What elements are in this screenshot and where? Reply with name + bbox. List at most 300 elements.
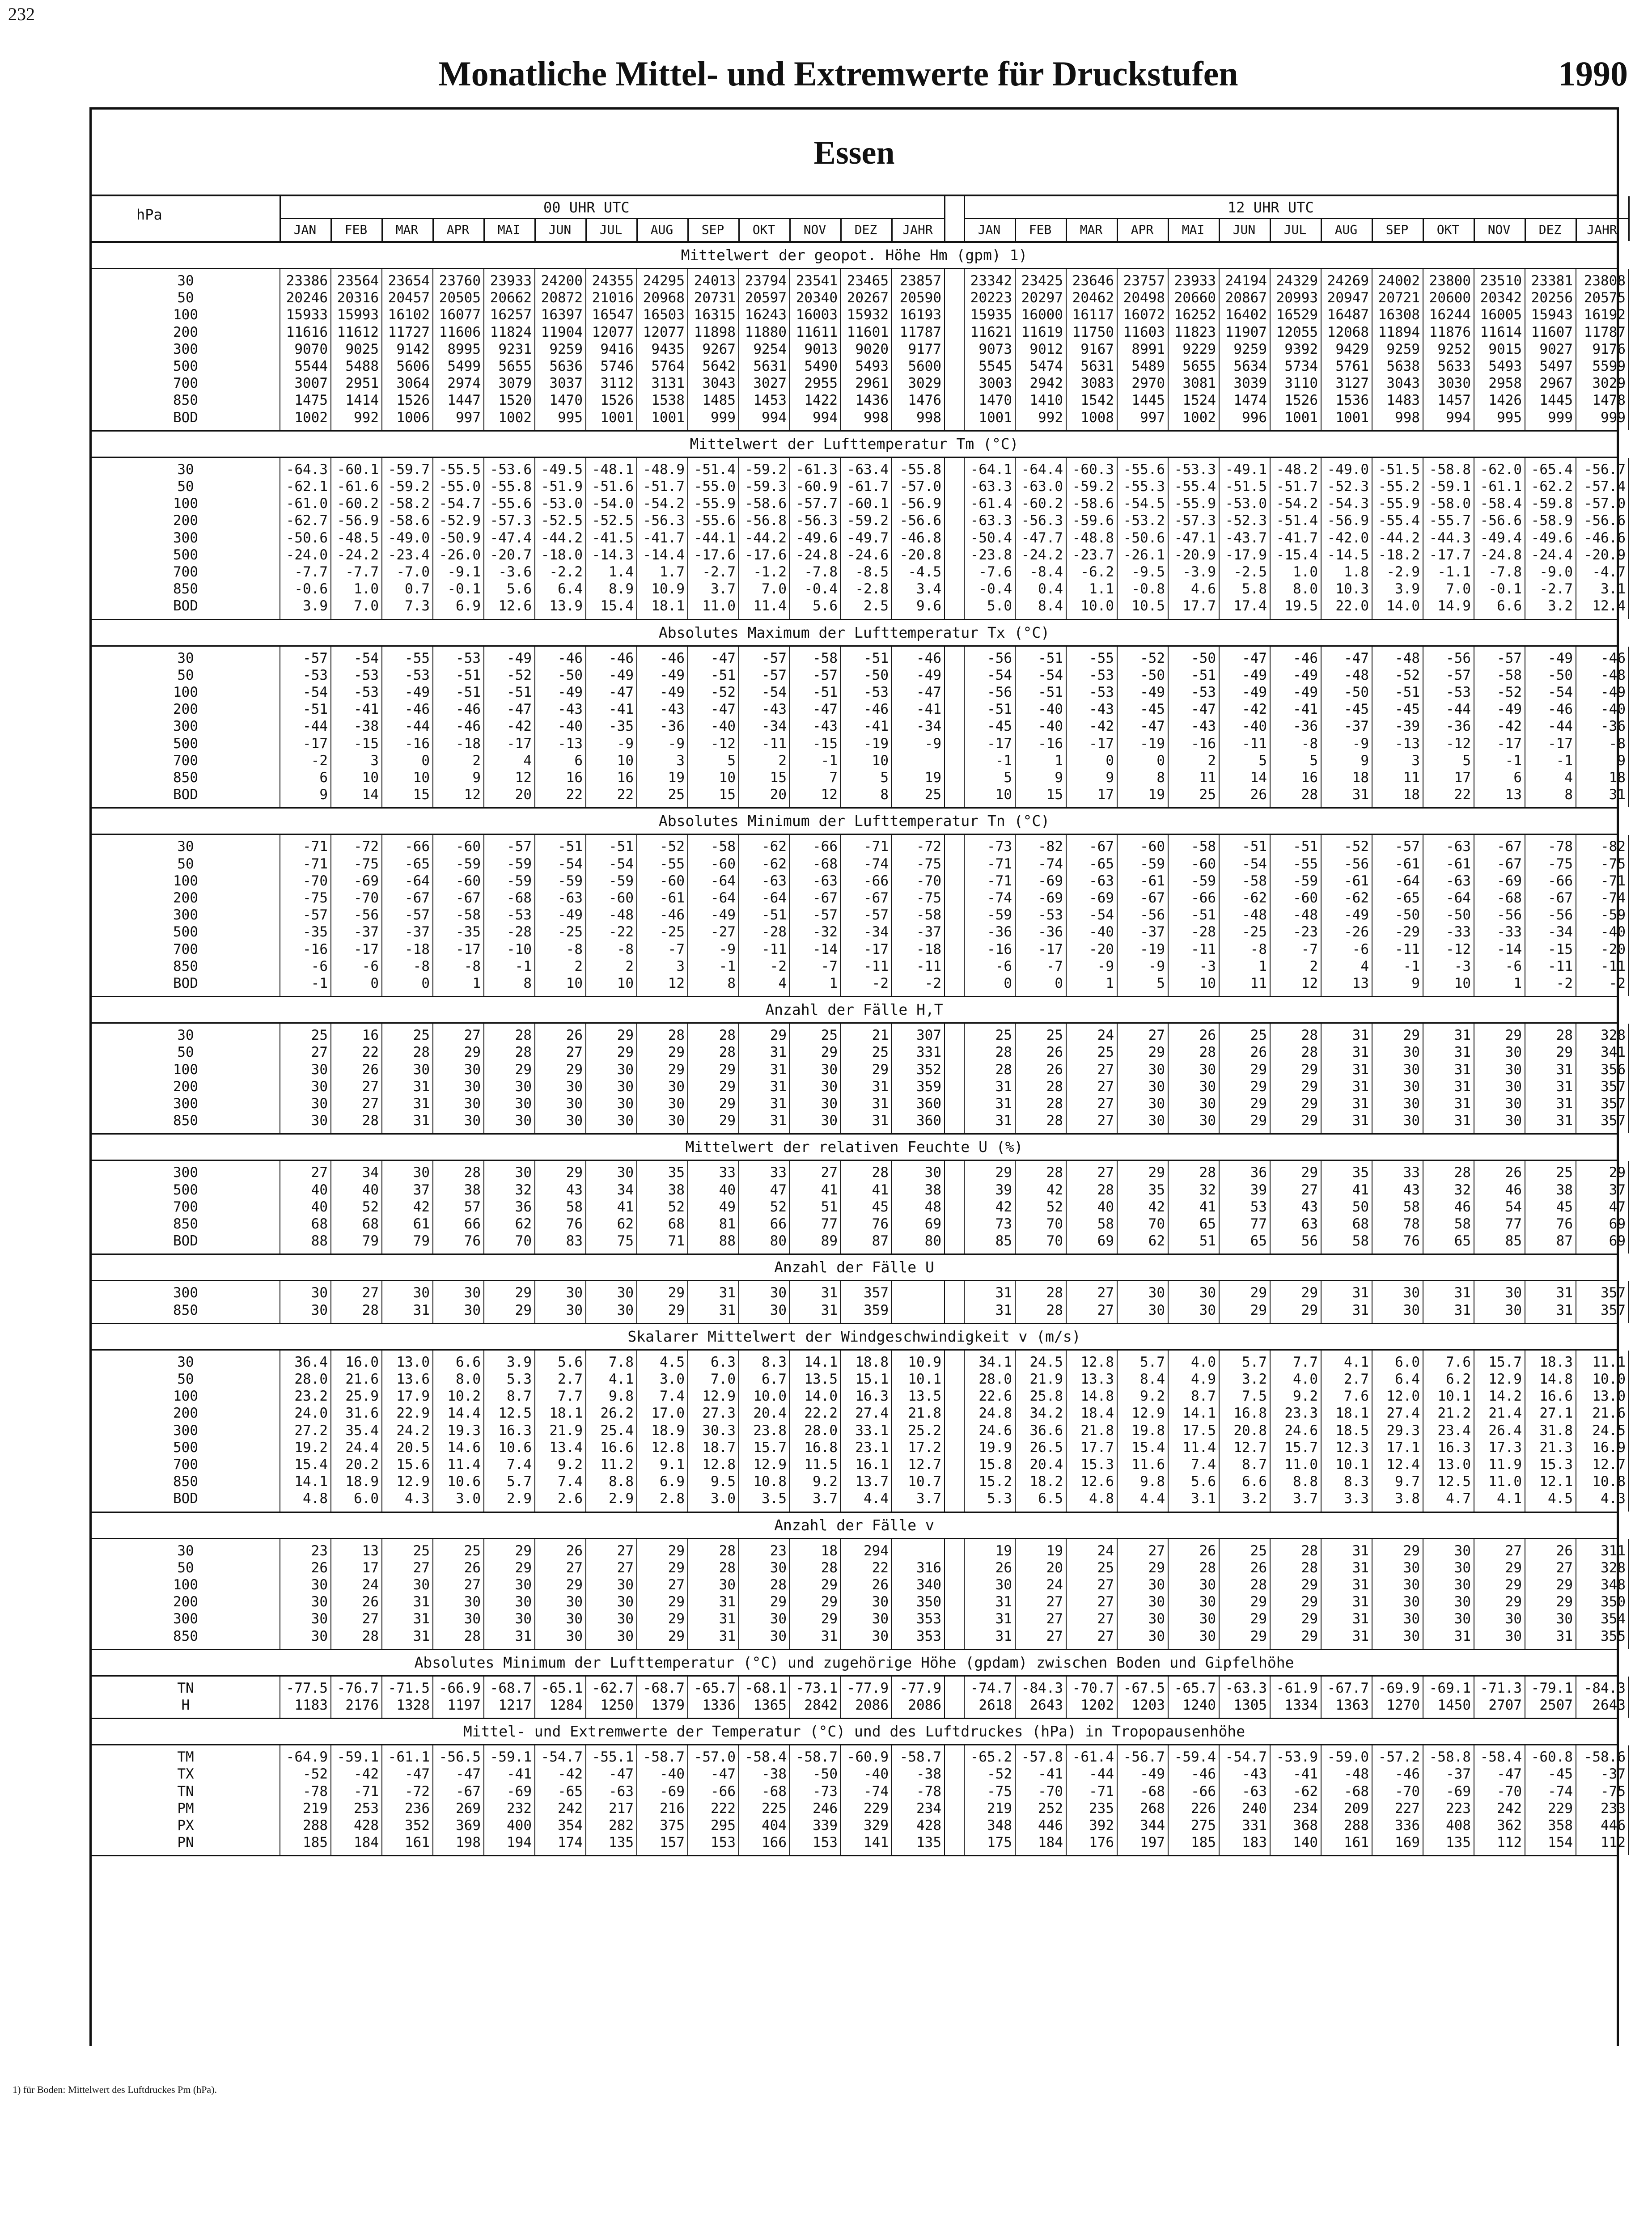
column-line <box>891 1161 892 1254</box>
table-cell: 33 <box>770 1165 787 1181</box>
table-cell: -48 <box>1395 650 1420 666</box>
table-cell: 25.4 <box>600 1422 634 1439</box>
table-cell: 12068 <box>1327 324 1369 340</box>
table-cell: -46 <box>864 701 889 718</box>
table-cell: 23 <box>311 1542 328 1559</box>
table-cell: 1203 <box>1131 1697 1165 1713</box>
table-cell: -54 <box>762 684 787 700</box>
table-cell: -47 <box>456 1766 481 1783</box>
column-line <box>1219 1677 1220 1718</box>
table-cell: -50 <box>1140 667 1165 683</box>
table-cell: 24002 <box>1378 273 1420 289</box>
column-line <box>1117 1024 1118 1133</box>
header-line <box>636 218 638 241</box>
table-cell: -40 <box>660 1766 685 1783</box>
table-cell: 17.7 <box>1182 598 1216 614</box>
table-cell: 31 <box>1352 1302 1369 1318</box>
table-cell: 24329 <box>1276 273 1318 289</box>
table-cell: -59.6 <box>1072 512 1114 529</box>
table-cell: 23465 <box>847 273 889 289</box>
table-cell: -78 <box>303 1783 328 1800</box>
table-cell: 11603 <box>1123 324 1165 340</box>
table-cell: -58.4 <box>1480 495 1522 512</box>
column-line <box>964 1281 965 1322</box>
table-cell: -28 <box>507 924 532 940</box>
table-cell: -55.6 <box>1123 461 1165 478</box>
column-line <box>330 835 331 996</box>
column-line <box>944 647 945 808</box>
table-cell: -58 <box>813 650 838 666</box>
table-cell: 141 <box>864 1834 889 1851</box>
table-cell: 352 <box>916 1061 941 1078</box>
column-line <box>1321 1539 1322 1649</box>
table-cell: -61.1 <box>1480 478 1522 495</box>
table-cell: 27 <box>1505 1542 1522 1559</box>
table-cell: 18.8 <box>855 1354 889 1370</box>
table-cell: -51.4 <box>694 461 736 478</box>
table-cell: -52 <box>507 667 532 683</box>
table-cell: -70 <box>1038 1783 1063 1800</box>
section-body <box>92 1022 1626 1133</box>
section-body <box>92 1538 1626 1649</box>
table-cell: 28 <box>464 1628 481 1644</box>
table-cell: -58.6 <box>1072 495 1114 512</box>
table-cell: 23510 <box>1480 273 1522 289</box>
table-cell: 11904 <box>541 324 583 340</box>
table-cell: 26 <box>362 1594 379 1610</box>
table-cell: -9.1 <box>447 563 481 580</box>
column-line <box>381 1539 382 1649</box>
table-cell: 16503 <box>643 307 685 323</box>
table-cell: 26 <box>566 1542 583 1559</box>
table-cell: -6 <box>995 958 1012 974</box>
table-cell: 1526 <box>396 392 430 409</box>
table-cell: 5544 <box>294 358 328 374</box>
table-cell: 2967 <box>1539 375 1573 392</box>
table-cell: 30 <box>821 1113 838 1129</box>
table-cell: -2.8 <box>855 581 889 597</box>
table-cell: -59 <box>609 872 634 889</box>
table-cell: -1 <box>719 958 736 974</box>
table-cell: 30 <box>1403 1628 1420 1644</box>
table-cell: 30 <box>1403 1576 1420 1593</box>
table-cell: 50 <box>1352 1198 1369 1215</box>
table-cell: 446 <box>1038 1817 1063 1834</box>
table-cell: -20 <box>1601 941 1626 957</box>
column-line <box>1168 647 1169 808</box>
table-cell: -0.4 <box>978 581 1012 597</box>
table-cell: -51.5 <box>1225 478 1267 495</box>
table-cell: 28.0 <box>294 1371 328 1387</box>
table-cell: -74 <box>864 855 889 872</box>
column-line <box>483 1745 484 1855</box>
row-label: 850 <box>173 1215 198 1232</box>
table-cell: -59 <box>558 872 583 889</box>
table-cell: 11907 <box>1225 324 1267 340</box>
table-cell: 12 <box>821 787 838 803</box>
column-line <box>1117 1281 1118 1322</box>
column-line <box>483 1677 484 1718</box>
table-cell: -64.3 <box>286 461 328 478</box>
table-cell: 66 <box>770 1215 787 1232</box>
table-cell: 30 <box>821 1078 838 1095</box>
table-cell: -51 <box>1038 684 1063 700</box>
table-cell: 29 <box>668 1542 685 1559</box>
table-cell: 8.8 <box>1293 1474 1318 1490</box>
table-cell: 16 <box>362 1027 379 1044</box>
table-cell: 29 <box>1250 1095 1267 1112</box>
row-label: 200 <box>173 889 198 906</box>
table-cell: 31 <box>1454 1095 1471 1112</box>
column-line <box>891 1024 892 1133</box>
column-line <box>840 1351 841 1512</box>
table-cell: 15.3 <box>1539 1456 1573 1473</box>
header-line <box>1576 218 1577 241</box>
table-cell: -24.6 <box>847 546 889 563</box>
column-line <box>738 835 739 996</box>
column-line <box>840 1024 841 1133</box>
table-cell: 29 <box>821 1576 838 1593</box>
row-label: 30 <box>177 273 194 289</box>
table-cell: 1305 <box>1233 1697 1267 1713</box>
table-cell: -35 <box>609 718 634 735</box>
table-cell: 19 <box>924 769 941 786</box>
column-line <box>483 647 484 808</box>
table-cell: 20968 <box>643 290 685 306</box>
table-cell: 12 <box>515 769 532 786</box>
table-cell: 3039 <box>1233 375 1267 392</box>
table-cell: -44.1 <box>694 529 736 546</box>
table-cell: 1470 <box>549 392 583 409</box>
column-line <box>738 1539 739 1649</box>
table-cell: 25 <box>924 787 941 803</box>
table-cell: 9.8 <box>1140 1474 1165 1490</box>
table-cell: 13.3 <box>1080 1371 1114 1387</box>
table-cell: 28.0 <box>978 1371 1012 1387</box>
table-cell: 68 <box>311 1215 328 1232</box>
table-cell: 8.7 <box>1191 1388 1216 1405</box>
table-cell: 70 <box>1046 1233 1063 1249</box>
table-cell: -69 <box>1446 1783 1471 1800</box>
table-cell: -63 <box>1089 872 1114 889</box>
table-cell: 20316 <box>337 290 379 306</box>
column-line <box>534 458 535 619</box>
table-cell: 33 <box>1403 1165 1420 1181</box>
table-cell: 15 <box>770 769 787 786</box>
table-cell: 7.7 <box>1293 1354 1318 1370</box>
table-cell: 1 <box>472 975 481 991</box>
table-cell: 352 <box>405 1817 430 1834</box>
table-cell: 8.7 <box>507 1388 532 1405</box>
table-cell: 359 <box>916 1078 941 1095</box>
table-cell: 1470 <box>978 392 1012 409</box>
table-cell: 39 <box>995 1182 1012 1198</box>
table-cell: 17 <box>362 1559 379 1576</box>
table-cell: -52.3 <box>1225 512 1267 529</box>
column-line <box>1015 647 1016 808</box>
table-cell: 12.4 <box>1386 1456 1420 1473</box>
table-cell: -61.9 <box>1276 1680 1318 1696</box>
table-cell: 28 <box>1199 1559 1216 1576</box>
table-cell: 26 <box>1556 1542 1573 1559</box>
header-line <box>1628 196 1630 241</box>
table-cell: 23857 <box>899 273 941 289</box>
column-line <box>432 1161 433 1254</box>
table-cell: 184 <box>354 1834 379 1851</box>
row-label: 50 <box>177 478 194 495</box>
table-cell: 344 <box>1140 1817 1165 1834</box>
table-cell: 1485 <box>702 392 736 409</box>
table-cell: 26 <box>464 1559 481 1576</box>
column-line <box>534 835 535 996</box>
column-line <box>534 1161 535 1254</box>
table-cell: -66 <box>711 1783 736 1800</box>
table-cell: 7.4 <box>1191 1456 1216 1473</box>
table-cell: 9.2 <box>1140 1388 1165 1405</box>
month-header: MAR <box>1080 222 1103 237</box>
table-cell: -40 <box>1601 701 1626 718</box>
table-cell: -51.5 <box>1378 461 1420 478</box>
table-cell: 12.8 <box>1080 1354 1114 1370</box>
table-cell: 3.2 <box>1548 598 1573 614</box>
table-cell: -9 <box>617 735 634 752</box>
column-line <box>432 647 433 808</box>
table-cell: 359 <box>864 1302 889 1318</box>
section-body <box>92 1675 1626 1718</box>
table-cell: 15.7 <box>753 1439 787 1456</box>
table-cell: -58 <box>711 838 736 855</box>
table-cell: 30 <box>1454 1559 1471 1576</box>
table-cell: -63 <box>609 1783 634 1800</box>
column-line <box>789 1539 790 1649</box>
table-cell: 4.8 <box>303 1491 328 1507</box>
table-cell: -1.2 <box>753 563 787 580</box>
table-cell: -41.7 <box>643 529 685 546</box>
table-cell: 14.0 <box>1386 598 1420 614</box>
table-cell: -74 <box>1548 1783 1573 1800</box>
table-cell: 0 <box>1055 975 1063 991</box>
table-cell: 30 <box>1199 1302 1216 1318</box>
table-section <box>92 1324 1626 1513</box>
table-cell: -19 <box>1140 735 1165 752</box>
table-cell: 29 <box>995 1165 1012 1181</box>
table-cell: -62.7 <box>286 512 328 529</box>
header-line <box>1423 218 1424 241</box>
table-cell: 25.8 <box>1029 1388 1063 1405</box>
table-cell: 29 <box>668 1061 685 1078</box>
table-cell: 29 <box>821 1611 838 1627</box>
table-cell: -52 <box>711 684 736 700</box>
table-cell: 28 <box>1046 1302 1063 1318</box>
table-cell: -9 <box>668 735 685 752</box>
column-line <box>1321 1677 1322 1718</box>
table-cell: 15.3 <box>1080 1456 1114 1473</box>
table-cell: 6.6 <box>1242 1474 1267 1490</box>
row-label: 700 <box>173 563 198 580</box>
table-cell: -68 <box>762 1783 787 1800</box>
table-cell: 30 <box>1403 1078 1420 1095</box>
table-cell: -68.7 <box>490 1680 532 1696</box>
table-cell: 3 <box>1411 752 1420 769</box>
table-cell: -57.0 <box>1584 495 1626 512</box>
table-cell: 153 <box>711 1834 736 1851</box>
table-cell: 339 <box>813 1817 838 1834</box>
column-line <box>891 269 892 430</box>
table-cell: 31 <box>821 1285 838 1301</box>
table-cell: 197 <box>1140 1834 1165 1851</box>
table-cell: 12.8 <box>702 1456 736 1473</box>
table-cell: -50.4 <box>970 529 1012 546</box>
table-cell: 29 <box>515 1061 532 1078</box>
table-cell: 2974 <box>447 375 481 392</box>
table-cell: -57 <box>507 838 532 855</box>
table-cell: -14.4 <box>643 546 685 563</box>
table-cell: -56 <box>1548 907 1573 923</box>
table-cell: 56 <box>1301 1233 1318 1249</box>
table-cell: 29 <box>1301 1285 1318 1301</box>
table-cell: -40 <box>1601 924 1626 940</box>
column-line <box>1015 1539 1016 1649</box>
table-cell: 27.4 <box>1386 1405 1420 1422</box>
table-cell: 1475 <box>294 392 328 409</box>
month-header: AUG <box>650 222 674 237</box>
table-cell: 25 <box>413 1542 430 1559</box>
table-cell: -56 <box>987 684 1012 700</box>
table-cell: 29 <box>1301 1061 1318 1078</box>
table-cell: 223 <box>1446 1800 1471 1817</box>
table-cell: 26 <box>1505 1165 1522 1181</box>
table-cell: -53 <box>507 907 532 923</box>
table-cell: -70 <box>303 872 328 889</box>
table-cell: -52 <box>303 1766 328 1783</box>
table-cell: 2961 <box>855 375 889 392</box>
header-line <box>840 218 842 241</box>
table-cell: 12.6 <box>498 598 532 614</box>
table-cell: -58.8 <box>1429 1749 1471 1766</box>
table-cell: 30 <box>770 1285 787 1301</box>
header-line <box>964 196 965 241</box>
column-line <box>1321 647 1322 808</box>
table-cell: 240 <box>1242 1800 1267 1817</box>
table-cell: 31 <box>515 1628 532 1644</box>
table-cell: 31 <box>995 1302 1012 1318</box>
table-cell: 31 <box>1352 1576 1369 1593</box>
table-cell: -67 <box>456 1783 481 1800</box>
table-cell: 36.4 <box>294 1354 328 1370</box>
table-cell: 15.4 <box>1131 1439 1165 1456</box>
column-line <box>840 647 841 808</box>
table-cell: 22.6 <box>978 1388 1012 1405</box>
table-cell: -60 <box>1293 889 1318 906</box>
table-cell: 2086 <box>855 1697 889 1713</box>
table-cell: 31 <box>1352 1061 1369 1078</box>
table-cell: 29 <box>1301 1302 1318 1318</box>
table-cell: 19.8 <box>1131 1422 1165 1439</box>
table-cell: 30 <box>464 1095 481 1112</box>
table-section <box>92 243 1626 432</box>
table-cell: 29 <box>1148 1559 1165 1576</box>
table-cell: 30 <box>515 1576 532 1593</box>
table-cell: 27 <box>1301 1182 1318 1198</box>
table-cell: 13 <box>1505 787 1522 803</box>
column-line <box>1321 1351 1322 1512</box>
row-label: BOD <box>173 1491 198 1507</box>
table-cell: -57.0 <box>899 478 941 495</box>
table-cell: -49.6 <box>796 529 838 546</box>
table-cell: -20 <box>1089 941 1114 957</box>
table-cell: 29 <box>1250 1113 1267 1129</box>
table-cell: 30 <box>566 1113 583 1129</box>
table-cell: -41 <box>354 701 379 718</box>
table-cell: -53 <box>1089 667 1114 683</box>
table-cell: 13.4 <box>549 1439 583 1456</box>
table-cell: 26 <box>995 1559 1012 1576</box>
table-cell: -68 <box>1344 1783 1369 1800</box>
table-cell: 999 <box>711 409 736 426</box>
table-cell: 5489 <box>1131 358 1165 374</box>
table-cell: -48 <box>1242 907 1267 923</box>
column-line <box>1117 835 1118 996</box>
row-label: 500 <box>173 1439 198 1456</box>
table-cell: -63 <box>813 872 838 889</box>
column-line <box>330 1351 331 1512</box>
table-cell: -26.0 <box>439 546 481 563</box>
table-cell: -49 <box>1293 684 1318 700</box>
header-line <box>1321 218 1322 241</box>
table-section <box>92 432 1626 620</box>
table-cell: 29 <box>668 1285 685 1301</box>
table-cell: 6 <box>574 752 583 769</box>
table-cell: 4.1 <box>1497 1491 1522 1507</box>
table-cell: -57.2 <box>1378 1749 1420 1766</box>
table-cell: 26 <box>1199 1027 1216 1044</box>
table-cell: 21016 <box>592 290 634 306</box>
column-line <box>1219 1745 1220 1855</box>
table-cell: 7 <box>829 769 838 786</box>
table-cell: 29 <box>668 1559 685 1576</box>
table-cell: -63.3 <box>1225 1680 1267 1696</box>
table-cell: 51 <box>1199 1233 1216 1249</box>
table-cell: 3064 <box>396 375 430 392</box>
table-cell: 29 <box>1301 1611 1318 1627</box>
table-cell: -41 <box>1293 701 1318 718</box>
table-cell: -46 <box>405 701 430 718</box>
table-cell: -55.2 <box>1378 478 1420 495</box>
table-cell: 27 <box>362 1285 379 1301</box>
table-cell: 5.6 <box>558 1354 583 1370</box>
table-cell: 998 <box>916 409 941 426</box>
table-cell: 15.1 <box>855 1371 889 1387</box>
table-cell: 29 <box>1556 1594 1573 1610</box>
table-cell: 3.0 <box>711 1491 736 1507</box>
table-cell: -52 <box>987 1766 1012 1783</box>
table-cell: -14.3 <box>592 546 634 563</box>
table-cell: -69 <box>354 872 379 889</box>
table-cell: 9 <box>319 787 328 803</box>
column-line <box>636 1351 637 1512</box>
table-cell: -40 <box>1242 718 1267 735</box>
column-line <box>944 1281 945 1322</box>
table-cell: -59.2 <box>388 478 430 495</box>
table-cell: -51 <box>558 838 583 855</box>
table-cell: -16 <box>987 941 1012 957</box>
table-cell: 166 <box>762 1834 787 1851</box>
table-cell: -55.6 <box>490 495 532 512</box>
table-cell: -64.9 <box>286 1749 328 1766</box>
table-cell: 22.0 <box>1335 598 1369 614</box>
table-cell: -42 <box>507 718 532 735</box>
table-cell: 1365 <box>753 1697 787 1713</box>
